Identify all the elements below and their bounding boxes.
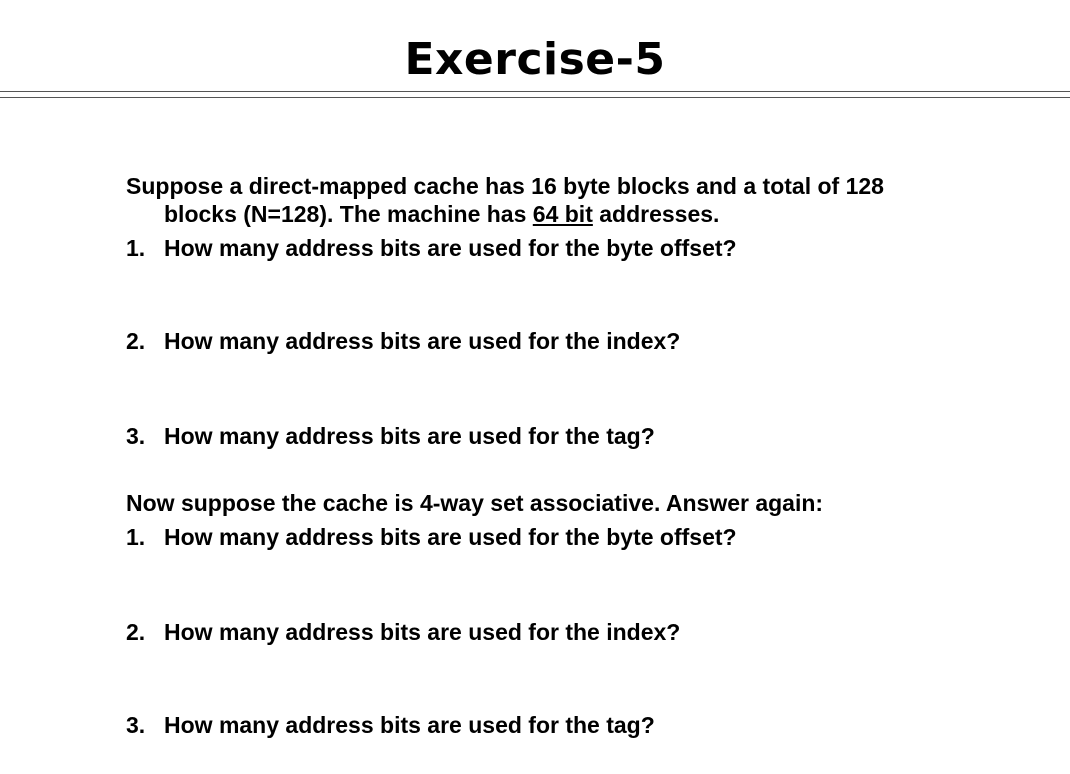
question-number: 1. — [126, 235, 146, 261]
question-text: How many address bits are used for the index? — [164, 619, 681, 645]
question-2-set-associative — [126, 618, 680, 646]
question-1-set-associative — [126, 523, 737, 551]
question-text: How many address bits are used for the byte offset? — [164, 524, 737, 550]
question-3-set-associative — [126, 711, 655, 739]
title-divider-top — [0, 91, 1070, 92]
question-text: How many address bits are used for the tag? — [164, 423, 655, 449]
question-number: 3. — [126, 712, 146, 738]
intro-line-1: Suppose a direct-mapped cache has 16 byte blocks and a total of 128 — [126, 173, 884, 199]
address-size-underlined: 64 bit — [532, 201, 593, 227]
intro-line-2-end: addresses. — [592, 201, 720, 227]
question-1-direct-mapped — [126, 234, 737, 262]
set-associative-heading: Now suppose the cache is 4-way set associative. Answer again: — [126, 490, 824, 516]
question-text: How many address bits are used for the tag? — [164, 712, 655, 738]
question-number: 1. — [126, 524, 146, 550]
slide-title: Exercise-5 — [404, 34, 666, 85]
question-3-direct-mapped — [126, 422, 655, 450]
question-number: 2. — [126, 328, 146, 354]
question-number: 3. — [126, 423, 146, 449]
question-text: How many address bits are used for the index? — [164, 328, 681, 354]
intro-line-2-start: blocks (N=128). The machine has — [164, 201, 533, 227]
question-number: 2. — [126, 619, 146, 645]
title-divider-bottom — [0, 97, 1070, 98]
question-text: How many address bits are used for the byte offset? — [164, 235, 737, 261]
intro-line-2 — [164, 200, 719, 228]
question-2-direct-mapped — [126, 327, 680, 355]
